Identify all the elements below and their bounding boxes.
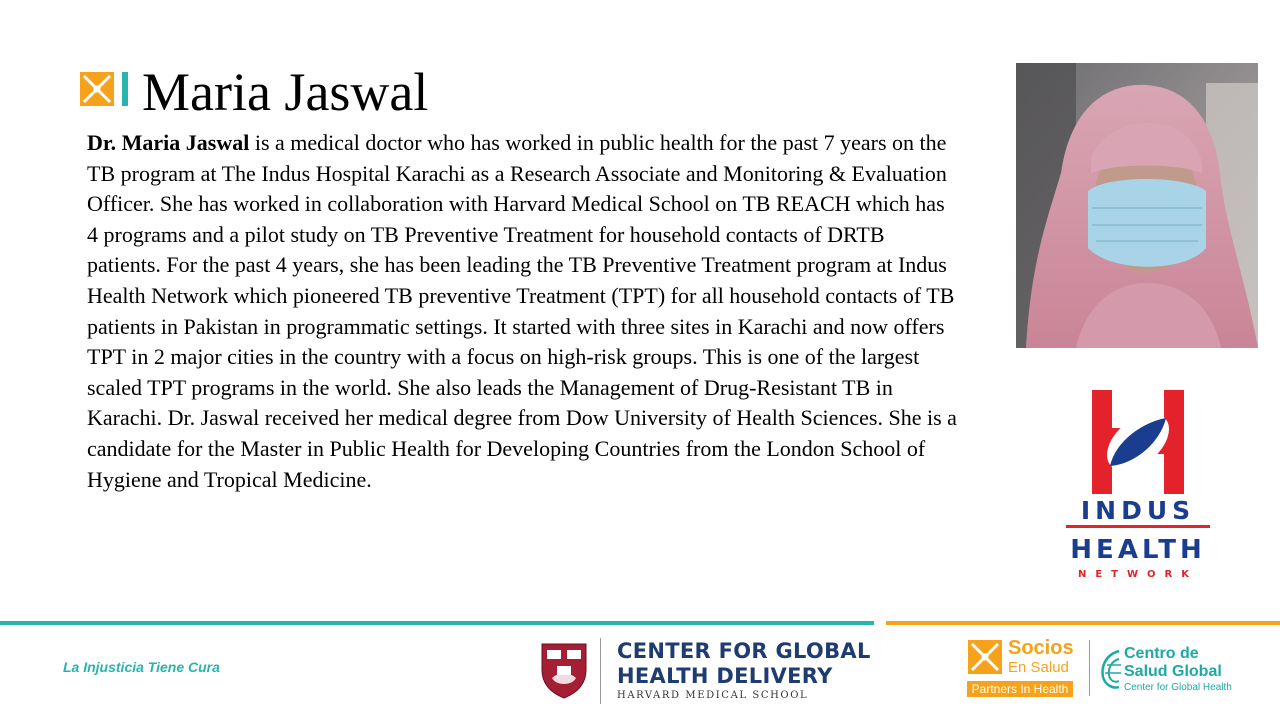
bio-name: Dr. Maria Jaswal [87, 130, 250, 155]
footer-tagline: La Injusticia Tiene Cura [63, 659, 220, 675]
socios-en-salud-mark-icon [968, 640, 1002, 674]
biography-text [87, 128, 957, 495]
indus-logo-line1: INDUS [1080, 496, 1196, 525]
indus-logo-line2: HEALTH [1070, 535, 1206, 565]
csg-divider [1089, 640, 1090, 696]
socios-en-salud-icon [80, 72, 130, 106]
indus-logo-line3: NETWORK [1077, 569, 1199, 580]
cghd-divider [600, 638, 601, 704]
socios-line2: En Salud [1008, 659, 1069, 676]
cghd-name-line1: CENTER FOR GLOBAL [617, 639, 871, 663]
page-title: Maria Jaswal [142, 62, 429, 122]
partners-in-health-label: Partners In Health [967, 681, 1073, 697]
csg-line3: Center for Global Health [1124, 682, 1232, 693]
indus-health-network-logo [1060, 388, 1216, 582]
cghd-name-line2: HEALTH DELIVERY [617, 664, 833, 688]
footer-divider-orange [886, 621, 1280, 625]
cghd-name-line3: HARVARD MEDICAL SCHOOL [617, 690, 809, 701]
csg-line1: Centro de [1124, 645, 1199, 662]
csg-line2: Salud Global [1124, 663, 1222, 680]
bio-body: is a medical doctor who has worked in public health for the past 7 years on the TB program at The Indus Hospital Karachi as a Research Associate and Monitoring & Evaluation Officer. She has worked in collaboration with Harvard Medical School on TB REACH which has 4 programs and a pilot study on TB Preventive Treatment for household contacts of DRTB patients. For the past 4 years, she has been leading the TB Preventive Treatment program at Indus Health Network which pioneered TB preventive Treatment (TPT) for all household contacts of TB patients in Pakistan in programmatic settings. It started with three sites in Karachi and now offers TPT in 2 major cities in the country with a focus on high-risk groups. This is one of the largest scaled TPT programs in the world. She also leads the Management of Drug-Resistant TB in Karachi. Dr. Jaswal received her medical degree from Dow University of Health Sciences. She is a candidate for the Master in Public Health for Developing Countries from the London School of Hygiene and Tropical Medicine. [87, 130, 957, 492]
footer-divider-teal [0, 621, 874, 625]
portrait-photo [1016, 63, 1258, 348]
globe-icon [1099, 647, 1123, 691]
socios-line1: Socios [1008, 637, 1074, 659]
harvard-shield-icon [540, 642, 588, 700]
